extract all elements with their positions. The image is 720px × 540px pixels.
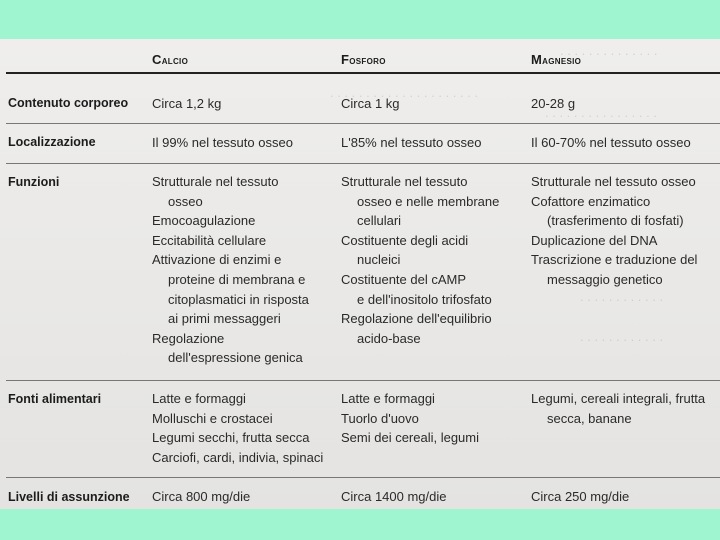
row-divider	[6, 123, 720, 124]
cell-line: cellulari	[357, 213, 402, 229]
cell-funzioni-calcio	[152, 172, 309, 368]
row-divider	[6, 477, 720, 478]
row-label-localizzazione: Localizzazione	[8, 135, 96, 149]
header-fosforo: Fosforo	[341, 52, 386, 67]
cell-line: Circa 800 mg/die	[152, 489, 251, 504]
header-magnesio: Magnesio	[531, 52, 582, 67]
cell-fonti-magnesio	[531, 389, 705, 428]
cell-line: osseo e nelle membrane	[357, 193, 500, 209]
cell-funzioni-magnesio	[531, 172, 697, 290]
cell-line: Eccitabilità cellulare	[152, 232, 267, 248]
cell-line: Legumi, cereali integrali, frutta	[531, 391, 706, 406]
cell-line: Circa 1,2 kg	[152, 96, 222, 111]
cell-line: Il 99% nel tessuto osseo	[152, 135, 293, 150]
cell-contenuto-magnesio	[531, 94, 575, 114]
cell-livelli-calcio	[152, 487, 250, 507]
cell-localizzazione-magnesio	[531, 133, 691, 153]
row-label-fonti: Fonti alimentari	[8, 392, 102, 406]
cell-line: Circa 1 kg	[341, 96, 400, 111]
cell-line: Strutturale nel tessuto	[341, 174, 468, 189]
cell-line: nucleici	[357, 252, 401, 268]
cell-line: (trasferimento di fosfati)	[547, 213, 684, 229]
cell-livelli-magnesio	[531, 487, 629, 507]
cell-line: Cofattore enzimatico	[531, 193, 651, 209]
cell-line: Emocoagulazione	[152, 213, 256, 229]
cell-line: Legumi secchi, frutta secca	[152, 430, 310, 446]
cell-line: Circa 250 mg/die	[531, 489, 630, 504]
scanned-table-page: . . . . . . . . . . . . . . . . . . . . . . . . . . . . . . . . . . . . . . . . . . . . . . . . . . . . . . . . . . . . . . . . . . . . . . . . . . . Calcio Fosforo Magnesio Contenuto corporeo Circa 1,2 kg Circa 1 kg 20-28 g Localizzazione Il 99% nel tessuto osseo L'85% nel tessuto osseo Il 60-70% nel tessuto osseo Funzioni Strutturale nel tessuto osseo Emocoagulazione Eccitabilità cellulare Attivazione di enzimi e proteine di membrana e citoplasmatici in risposta ai primi messaggeri Regolazione dell'espressione genica Strutturale nel tessuto osseo e nelle membrane cellulari Costituente degli acidi nucleici Costituente del cAMP e dell'inositolo trifosfato Regolazione dell'equilibrio acido-base Strutturale nel tessuto osseo Cofattore enzimatico (trasferimento di fosfati) Duplicazione del DNA Trascrizione e traduzione del messaggio genetico Fonti alimentari Latte e formaggi Molluschi e crostacei Legumi secchi, frutta secca Carciofi, cardi, indivia, spinaci Latte e formaggi Tuorlo d'uovo Semi dei cereali, legumi Legumi, cereali integrali, frutta secca, banane Livelli di assunzione Circa 800 mg/die Circa 1400 mg/die Circa 250 mg/die	[0, 39, 720, 509]
cell-line: ai primi messaggeri	[168, 311, 281, 327]
header-calcio: Calcio	[152, 52, 189, 67]
header-rule	[6, 72, 720, 74]
cell-line: Trascrizione e traduzione del	[531, 252, 698, 268]
cell-contenuto-calcio	[152, 94, 221, 114]
cell-line: 20-28 g	[531, 96, 576, 111]
cell-fonti-fosforo	[341, 389, 479, 448]
row-divider	[6, 163, 720, 164]
cell-line: Attivazione di enzimi e	[152, 252, 282, 268]
cell-funzioni-fosforo	[341, 172, 499, 348]
cell-line: Regolazione	[152, 330, 225, 346]
row-label-contenuto: Contenuto corporeo	[8, 96, 129, 110]
cell-line: Carciofi, cardi, indivia, spinaci	[152, 449, 324, 465]
cell-line: Semi dei cereali, legumi	[341, 430, 480, 446]
cell-line: Duplicazione del DNA	[531, 232, 658, 248]
cell-line: Latte e formaggi	[152, 391, 246, 406]
cell-localizzazione-calcio	[152, 133, 293, 153]
cell-line: L'85% nel tessuto osseo	[341, 135, 482, 150]
cell-line: Regolazione dell'equilibrio	[341, 311, 492, 327]
cell-line: Tuorlo d'uovo	[341, 410, 419, 426]
row-divider	[6, 380, 720, 381]
cell-line: dell'espressione genica	[168, 350, 303, 366]
cell-line: Latte e formaggi	[341, 391, 435, 406]
cell-contenuto-fosforo	[341, 94, 400, 114]
cell-livelli-fosforo	[341, 487, 447, 507]
cell-localizzazione-fosforo	[341, 133, 482, 153]
cell-line: Costituente degli acidi	[341, 232, 469, 248]
cell-fonti-calcio	[152, 389, 323, 467]
cell-line: e dell'inositolo trifosfato	[357, 291, 492, 307]
cell-line: Costituente del cAMP	[341, 271, 467, 287]
cell-line: Molluschi e crostacei	[152, 410, 273, 426]
cell-line: Circa 1400 mg/die	[341, 489, 447, 504]
row-label-livelli: Livelli di assunzione	[8, 490, 130, 504]
cell-line: acido-base	[357, 330, 421, 346]
cell-line: proteine di membrana e	[168, 271, 306, 287]
cell-line: Strutturale nel tessuto	[152, 174, 279, 189]
cell-line: secca, banane	[547, 410, 632, 426]
row-label-funzioni: Funzioni	[8, 175, 60, 189]
cell-line: Il 60-70% nel tessuto osseo	[531, 135, 691, 150]
cell-line: osseo	[168, 193, 203, 209]
cell-line: messaggio genetico	[547, 271, 663, 287]
cell-line: citoplasmatici in risposta	[168, 291, 309, 307]
cell-line: Strutturale nel tessuto osseo	[531, 174, 696, 189]
